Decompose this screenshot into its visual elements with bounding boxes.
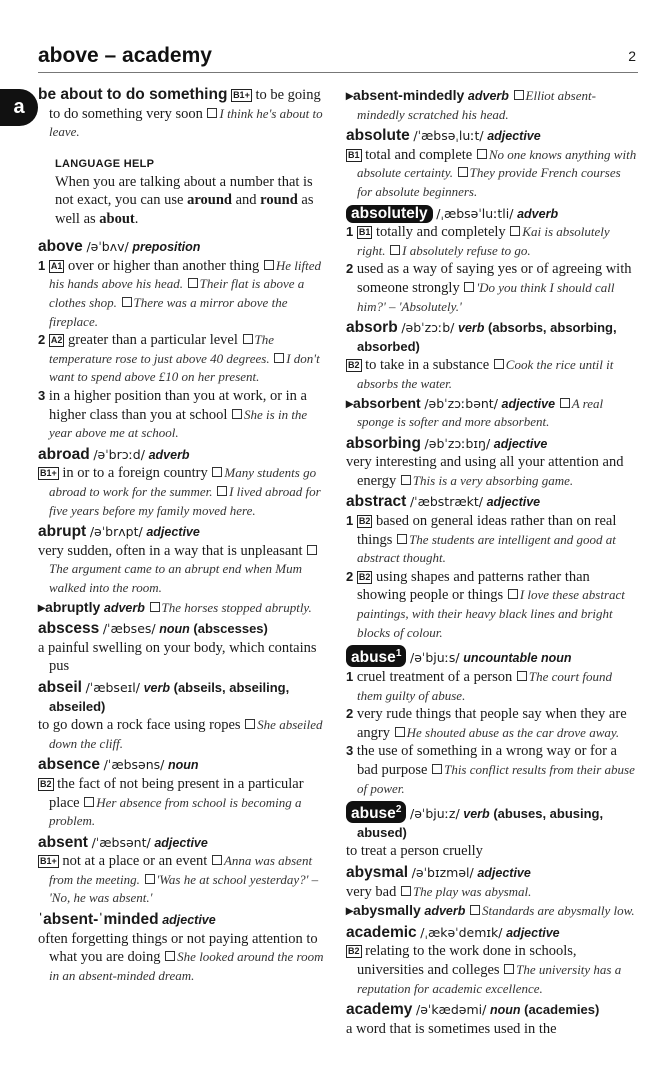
headword-text: abuse bbox=[351, 649, 396, 667]
level-badge: A1 bbox=[50, 260, 63, 271]
definition: totally and completely bbox=[376, 224, 506, 241]
arrow-icon: ▸ bbox=[346, 394, 354, 411]
headword bbox=[346, 645, 406, 667]
dictionary-entry bbox=[38, 446, 328, 520]
example: The students are intelligent and good at abstract thought. bbox=[357, 531, 616, 566]
sense-number: 1 bbox=[346, 224, 354, 240]
level-badge: B1+ bbox=[40, 468, 57, 479]
part-of-speech: verb bbox=[463, 807, 490, 822]
example-box-icon bbox=[401, 475, 411, 485]
example: Elliot absent-mindedly scratched his head. bbox=[357, 88, 596, 122]
homonym-number: 1 bbox=[395, 648, 402, 660]
level-badge: B1 bbox=[358, 227, 371, 238]
example: The temperature rose to just above 40 degrees. bbox=[49, 332, 274, 366]
definition: used as a way of saying yes or of agreeing with someone strongly bbox=[356, 261, 632, 296]
definition: in or to a foreign country bbox=[62, 465, 208, 482]
sense-number: 2 bbox=[346, 261, 354, 277]
example-box-icon bbox=[517, 671, 527, 681]
pronunciation: /ˌæbsəˈluːtli/ bbox=[436, 205, 514, 221]
dictionary-entry bbox=[346, 801, 638, 861]
example: They provide French courses for absolute beginners. bbox=[357, 165, 621, 199]
sense bbox=[38, 542, 328, 598]
example: The university has a reputation for academic excellence. bbox=[357, 962, 622, 996]
example-box-icon bbox=[165, 951, 175, 961]
pronunciation: /əbˈzɔːbənt/ bbox=[424, 395, 498, 411]
definition: very interesting and using all your attention and energy bbox=[346, 454, 624, 489]
dictionary-entry bbox=[346, 924, 638, 998]
sense bbox=[348, 146, 638, 202]
part-of-speech: adverb bbox=[517, 206, 559, 221]
example: The argument came to an abrupt end when Mum walked into the room. bbox=[49, 561, 302, 595]
headword bbox=[38, 446, 90, 463]
left-entries bbox=[38, 238, 328, 985]
sense bbox=[346, 1020, 638, 1039]
headword bbox=[38, 834, 88, 851]
derived-word: abysmally bbox=[353, 902, 421, 919]
dictionary-entry bbox=[346, 864, 638, 921]
headword-text: absent bbox=[38, 833, 88, 851]
left-column bbox=[38, 86, 328, 988]
definition: very sudden, often in a way that is unpleasant bbox=[38, 542, 303, 559]
headword-text: absorbing bbox=[346, 434, 421, 452]
example: She looked around the room in an absent-minded dream. bbox=[49, 949, 324, 983]
pronunciation: /ˈæbsəˌluːt/ bbox=[413, 128, 484, 144]
example-box-icon bbox=[232, 409, 242, 419]
right-entries bbox=[346, 86, 638, 1038]
derived-word: absent-mindedly bbox=[353, 87, 465, 103]
example-box-icon bbox=[458, 167, 468, 177]
example-box-icon bbox=[464, 282, 474, 292]
example-box-icon bbox=[401, 886, 411, 896]
sense-number: 3 bbox=[346, 743, 354, 759]
headword bbox=[38, 756, 100, 773]
dictionary-entry bbox=[346, 205, 638, 317]
sense bbox=[346, 742, 638, 798]
part-of-speech: preposition bbox=[132, 240, 201, 255]
level-badge: B1+ bbox=[40, 856, 57, 867]
example: A real sponge is softer and more absorbent. bbox=[357, 395, 604, 430]
sense bbox=[40, 852, 328, 908]
definition: based on general ideas rather than on real things bbox=[357, 513, 617, 548]
part-of-speech: noun bbox=[159, 622, 190, 637]
dictionary-entry bbox=[346, 435, 638, 491]
level-badge: B1 bbox=[348, 149, 360, 160]
example-box-icon bbox=[212, 467, 222, 477]
headword-text: academy bbox=[346, 1001, 413, 1019]
example-box-icon bbox=[470, 905, 480, 915]
pronunciation: /əbˈzɔːbɪŋ/ bbox=[424, 435, 491, 451]
sense bbox=[346, 668, 638, 705]
pronunciation: /əbˈzɔːb/ bbox=[401, 320, 455, 336]
part-of-speech: adverb bbox=[148, 447, 190, 462]
part-of-speech: noun bbox=[489, 1003, 521, 1018]
headword bbox=[346, 1001, 412, 1018]
pronunciation: /ˈæbsəns/ bbox=[103, 757, 165, 773]
example: Anna was absent from the meeting. bbox=[49, 853, 313, 887]
pronunciation: /ˈæbstrækt/ bbox=[409, 494, 483, 510]
pronunciation: /əˈbrɔːd/ bbox=[93, 446, 145, 462]
definition: relating to the work done in schools, universities and colleges bbox=[357, 943, 577, 979]
example: I lived abroad for five years before my family moved here. bbox=[49, 484, 321, 518]
example-box-icon bbox=[217, 486, 227, 496]
derived-form bbox=[38, 598, 328, 618]
example-box-icon bbox=[560, 398, 570, 408]
part-of-speech: adjective bbox=[493, 436, 548, 451]
definition: to go down a rock face using ropes bbox=[38, 717, 241, 734]
headword-text: absence bbox=[38, 756, 101, 774]
example: Their flat is above a clothes shop. bbox=[49, 276, 305, 311]
sense-number: 1 bbox=[346, 513, 354, 529]
sense bbox=[38, 716, 328, 753]
example-box-icon bbox=[395, 727, 405, 737]
sense-number: 1 bbox=[38, 257, 46, 273]
example: 'Was he at school yesterday?' – 'No, he was absent.' bbox=[49, 871, 319, 906]
example: She is in the year above me at school. bbox=[49, 406, 308, 441]
headword-text: above bbox=[38, 238, 83, 256]
sense-number: 2 bbox=[38, 332, 46, 348]
sense bbox=[38, 331, 328, 387]
sense bbox=[346, 568, 638, 642]
dictionary-entry bbox=[346, 1001, 638, 1038]
headword bbox=[346, 435, 421, 452]
example: Her absence from school is becoming a problem. bbox=[49, 794, 302, 829]
page-number: 2 bbox=[628, 48, 636, 64]
pronunciation: /ˈæbsənt/ bbox=[91, 834, 151, 850]
sense bbox=[346, 453, 638, 490]
headword-text: absorb bbox=[346, 319, 398, 337]
example: I think he's about to leave. bbox=[49, 105, 323, 140]
definition: a painful swelling on your body, which contains pus bbox=[38, 639, 317, 675]
arrow-icon: ▸ bbox=[346, 902, 354, 919]
headword-text: ˈabsent-ˈminded bbox=[38, 911, 159, 929]
example-box-icon bbox=[188, 278, 198, 288]
dictionary-entry bbox=[38, 834, 328, 908]
definition: often forgetting things or not paying attention to what you are doing bbox=[38, 930, 318, 966]
sense bbox=[38, 387, 328, 443]
part-of-speech: adverb bbox=[424, 904, 466, 919]
headword bbox=[346, 205, 433, 223]
sense bbox=[38, 257, 328, 331]
dictionary-entry bbox=[346, 319, 638, 432]
homonym-number: 2 bbox=[395, 804, 402, 816]
word-forms: (abuses, abusing, abused) bbox=[357, 806, 604, 840]
example: This is a very absorbing game. bbox=[412, 472, 574, 488]
sense bbox=[348, 942, 638, 998]
example: She abseiled down the cliff. bbox=[49, 717, 323, 751]
sense bbox=[346, 512, 638, 568]
example: He shouted abuse as the car drove away. bbox=[406, 724, 620, 740]
example-box-icon bbox=[122, 297, 132, 307]
example: The horses stopped abruptly. bbox=[161, 599, 312, 615]
level-badge: B2 bbox=[348, 360, 360, 371]
sense-number: 1 bbox=[346, 668, 354, 684]
example: Many students go abroad to work for the summer. bbox=[49, 465, 317, 499]
sense bbox=[346, 883, 638, 902]
headword-text: abuse bbox=[351, 805, 396, 823]
definition: very rude things that people say when they are angry bbox=[356, 706, 627, 741]
pronunciation: /əˈbjuːz/ bbox=[410, 806, 460, 822]
example-box-icon bbox=[150, 602, 160, 612]
part-of-speech: adverb bbox=[467, 89, 509, 103]
arrow-icon: ▸ bbox=[346, 87, 354, 103]
definition: to treat a person cruelly bbox=[346, 843, 483, 860]
level-badge: B2 bbox=[40, 778, 52, 789]
pronunciation: /ˈæbseɪl/ bbox=[85, 679, 140, 695]
definition: to take in a substance bbox=[365, 357, 490, 374]
definition: greater than a particular level bbox=[68, 332, 238, 349]
example: Kai is absolutely right. bbox=[357, 224, 610, 258]
word-forms: (absorbs, absorbing, absorbed) bbox=[357, 320, 617, 354]
example: I don't want to spend above £10 on her present. bbox=[49, 350, 320, 385]
headword-text: abrupt bbox=[38, 523, 87, 541]
letter-tab: a bbox=[0, 89, 38, 126]
example-box-icon bbox=[397, 534, 407, 544]
dictionary-entry bbox=[38, 911, 328, 985]
definition: cruel treatment of a person bbox=[356, 668, 513, 685]
part-of-speech: adjective bbox=[154, 835, 208, 850]
dictionary-entry bbox=[38, 620, 328, 676]
part-of-speech: adjective bbox=[477, 866, 531, 881]
level-badge: A2 bbox=[50, 335, 63, 346]
part-of-speech: adjective bbox=[162, 913, 216, 928]
headword-text: academic bbox=[346, 923, 417, 941]
sense bbox=[346, 705, 638, 742]
headword-text: abseil bbox=[38, 678, 82, 696]
language-help-title: LANGUAGE HELP bbox=[55, 157, 155, 170]
part-of-speech: adjective bbox=[146, 525, 200, 540]
sense bbox=[38, 639, 328, 676]
pronunciation: /ˌækəˈdemɪk/ bbox=[420, 924, 503, 940]
definition: in a higher position than you at work, or in a higher class than you at school bbox=[48, 388, 307, 423]
level-badge: B2 bbox=[358, 516, 371, 527]
headword-text: absolute bbox=[346, 127, 410, 145]
example-box-icon bbox=[504, 964, 514, 974]
example: He lifted his hands above his head. bbox=[49, 257, 322, 292]
sense bbox=[346, 223, 638, 260]
headword bbox=[38, 679, 82, 696]
derived-word: abruptly bbox=[45, 598, 101, 615]
part-of-speech: verb bbox=[143, 680, 170, 695]
sense bbox=[40, 775, 328, 831]
sense bbox=[346, 260, 638, 316]
headword bbox=[38, 911, 159, 928]
headword bbox=[38, 238, 83, 255]
level-badge: B1+ bbox=[233, 90, 250, 100]
headword-text: abroad bbox=[38, 445, 90, 463]
headword bbox=[346, 493, 406, 510]
language-help-text: When you are talking about a number that is not exact, you can use around and round as well as about. bbox=[55, 173, 314, 227]
example: Cook the rice until it absorbs the water. bbox=[357, 357, 614, 391]
pronunciation: /ˈæbses/ bbox=[102, 621, 156, 637]
pronunciation: /əˈbjuːs/ bbox=[410, 650, 460, 666]
dictionary-entry bbox=[346, 127, 638, 201]
example: No one knows anything with absolute certainty. bbox=[357, 146, 637, 181]
headword-text: abstract bbox=[346, 493, 407, 511]
definition: total and complete bbox=[365, 146, 473, 163]
example: There was a mirror above the fireplace. bbox=[49, 295, 288, 329]
headword bbox=[38, 523, 86, 540]
headword-text: abysmal bbox=[346, 864, 409, 882]
part-of-speech: verb bbox=[458, 321, 485, 336]
example-box-icon bbox=[307, 545, 317, 555]
derived-form bbox=[346, 86, 638, 124]
part-of-speech: adjective bbox=[487, 129, 541, 144]
headword-text: abscess bbox=[38, 620, 100, 638]
sense-number: 3 bbox=[38, 388, 46, 404]
example-box-icon bbox=[432, 764, 442, 774]
page-header bbox=[38, 44, 638, 73]
example: 'Do you think I should call him?' – 'Absolutely.' bbox=[357, 279, 615, 314]
headword bbox=[346, 924, 417, 941]
derived-form bbox=[346, 394, 638, 432]
example-box-icon bbox=[145, 874, 155, 884]
headword bbox=[346, 864, 408, 881]
dictionary-entry bbox=[38, 679, 328, 753]
dictionary-entry bbox=[38, 238, 328, 443]
page-header-title: above – academy bbox=[38, 44, 212, 67]
example-box-icon bbox=[514, 90, 524, 100]
dictionary-entry bbox=[38, 523, 328, 617]
headword bbox=[346, 127, 410, 144]
derived-word: absorbent bbox=[353, 394, 421, 411]
dictionary-entry bbox=[346, 645, 638, 798]
dictionary-entry bbox=[38, 756, 328, 830]
headword bbox=[346, 319, 398, 336]
level-badge: B2 bbox=[358, 571, 371, 582]
example: Standards are abysmally low. bbox=[482, 903, 635, 919]
language-help-box bbox=[38, 145, 328, 239]
example-box-icon bbox=[510, 226, 520, 236]
headword-text: absolutely bbox=[351, 204, 428, 222]
dictionary-entry bbox=[346, 493, 638, 642]
right-column bbox=[346, 86, 638, 1041]
part-of-speech: noun bbox=[168, 758, 199, 773]
pronunciation: /əˈkædəmi/ bbox=[415, 1002, 487, 1018]
example: The play was abysmal. bbox=[412, 883, 532, 899]
definition: a word that is sometimes used in the bbox=[346, 1020, 557, 1037]
sense-number: 2 bbox=[346, 706, 354, 722]
pronunciation: /əˈbrʌpt/ bbox=[89, 524, 143, 540]
example-box-icon bbox=[243, 334, 253, 344]
pronunciation: /əˈbʌv/ bbox=[86, 239, 129, 255]
part-of-speech: adjective bbox=[486, 495, 541, 510]
headword bbox=[38, 620, 99, 637]
sense bbox=[40, 464, 328, 520]
definition: very bad bbox=[346, 883, 397, 900]
part-of-speech: adjective bbox=[506, 925, 560, 940]
word-forms: (abscesses) bbox=[193, 621, 268, 637]
sense bbox=[348, 356, 638, 393]
definition: the fact of not being present in a particular place bbox=[49, 775, 304, 811]
example-box-icon bbox=[494, 359, 504, 369]
example: The court found them guilty of abuse. bbox=[357, 668, 612, 703]
definition: over or higher than another thing bbox=[68, 257, 260, 274]
pronunciation: /əˈbɪzməl/ bbox=[411, 865, 474, 881]
example-box-icon bbox=[274, 353, 284, 363]
example-box-icon bbox=[264, 260, 274, 270]
sense bbox=[346, 842, 638, 861]
top-entry bbox=[38, 86, 328, 142]
example-box-icon bbox=[390, 245, 400, 255]
part-of-speech: adverb bbox=[103, 600, 145, 615]
word-forms: (abseils, abseiling, abseiled) bbox=[49, 679, 290, 714]
example-box-icon bbox=[477, 149, 487, 159]
example-box-icon bbox=[508, 589, 518, 599]
word-forms: (academies) bbox=[524, 1002, 600, 1018]
example-box-icon bbox=[84, 797, 94, 807]
example-box-icon bbox=[245, 719, 255, 729]
sense-number: 2 bbox=[346, 568, 354, 584]
definition: using shapes and patterns rather than showing people or things bbox=[357, 568, 590, 604]
dictionary-entry bbox=[346, 86, 638, 124]
part-of-speech: adjective bbox=[501, 396, 556, 411]
headword bbox=[346, 801, 406, 823]
definition: the use of something in a wrong way or for a bad purpose bbox=[356, 743, 617, 778]
example: I absolutely refuse to go. bbox=[402, 242, 531, 258]
sense bbox=[38, 930, 328, 986]
definition: to be going to do something very soon bbox=[49, 87, 321, 122]
definition: not at a place or an event bbox=[62, 853, 208, 870]
level-badge: B2 bbox=[348, 946, 360, 957]
derived-form bbox=[346, 901, 638, 921]
example-box-icon bbox=[207, 108, 217, 118]
arrow-icon: ▸ bbox=[38, 598, 46, 615]
example-box-icon bbox=[212, 855, 222, 865]
phrase-headword: be about to do something bbox=[38, 86, 228, 103]
example: This conflict results from their abuse of power. bbox=[357, 761, 635, 796]
example: I love these abstract paintings, with their heavy black lines and bright blocks of colour. bbox=[357, 587, 625, 640]
part-of-speech: uncountable noun bbox=[463, 651, 572, 666]
